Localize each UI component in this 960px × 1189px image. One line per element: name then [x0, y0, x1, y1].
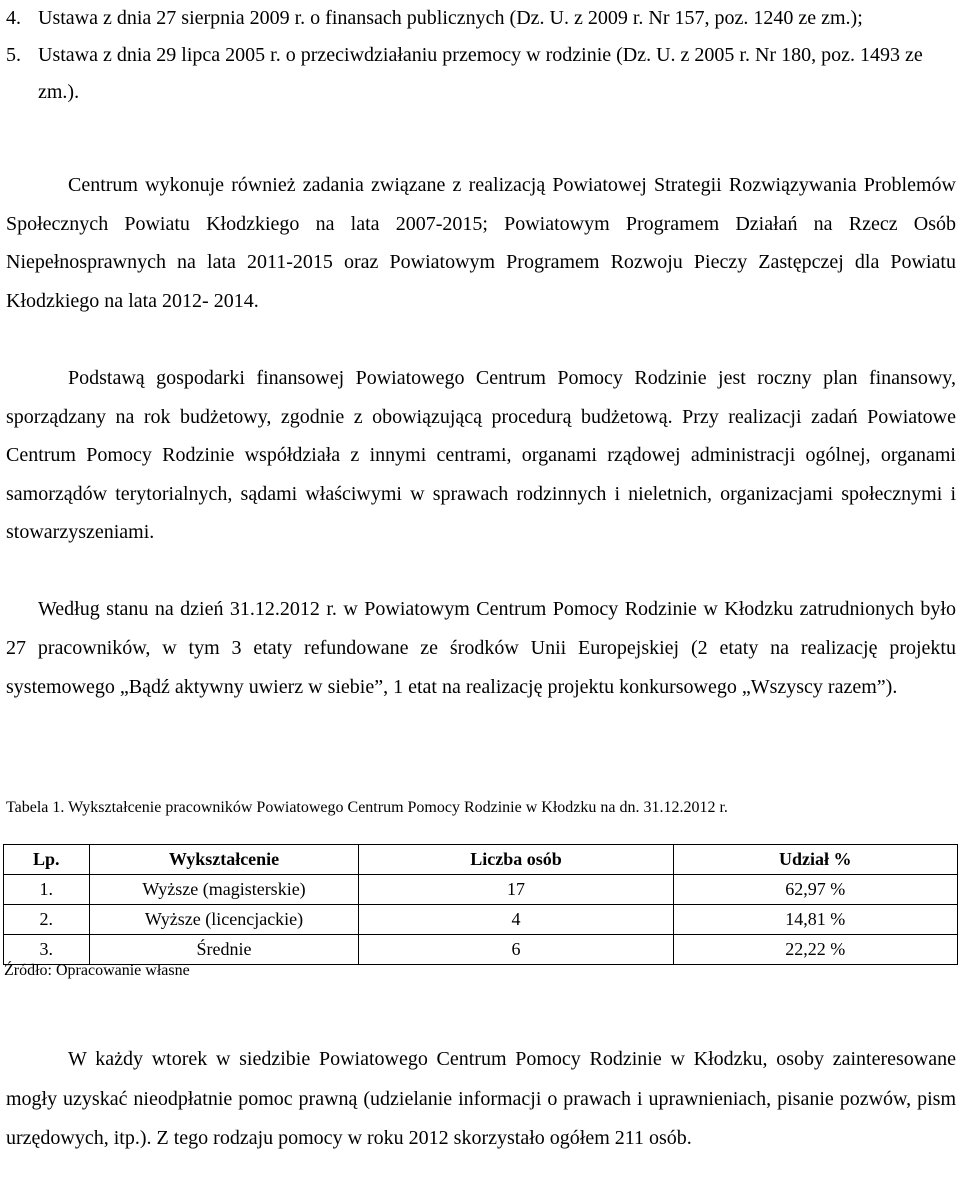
paragraph-financial-basis: Podstawą gospodarki finansowej Powiatowego Centrum Pomocy Rodzinie jest roczny plan finansowy, sporządzany na rok budżetowy, zgodnie z obowiązującą procedurą budżetową. Przy realizacji zadań Powiatowe Centrum Pomocy Rodzinie współdziała z innymi centrami, organami rządowej administracji ogólnej, organami samorządów terytorialnych, sądami właściwymi w sprawach rodzinnych i nieletnich, organizacjami społecznymi i stowarzyszeniami.	[6, 367, 956, 543]
cell-share: 14,81 %	[673, 905, 957, 935]
cell-lp: 1.	[4, 875, 90, 905]
cell-lp: 2.	[4, 905, 90, 935]
table-row	[4, 875, 958, 905]
list-item	[6, 0, 956, 37]
cell-lp: 3.	[4, 935, 90, 965]
cell-education: Wyższe (licencjackie)	[89, 905, 359, 935]
table-header-row	[4, 845, 958, 875]
legal-acts-list	[6, 0, 956, 111]
list-item	[6, 37, 956, 111]
list-item-number: 4.	[6, 7, 21, 29]
list-item-text: Ustawa z dnia 29 lipca 2005 r. o przeciwdziałaniu przemocy w rodzinie (Dz. U. z 2005 r. Nr 180, poz. 1493 ze zm.).	[38, 44, 923, 103]
cell-count: 4	[359, 905, 673, 935]
header-education: Wykształcenie	[89, 845, 359, 875]
table-caption: Tabela 1. Wykształcenie pracowników Powiatowego Centrum Pomocy Rodzinie w Kłodzku na dn. 31.12.2012 r.	[6, 799, 728, 816]
list-item-number: 5.	[6, 44, 21, 66]
header-lp: Lp.	[4, 845, 90, 875]
cell-education: Wyższe (magisterskie)	[89, 875, 359, 905]
header-share: Udział %	[673, 845, 957, 875]
cell-count: 6	[359, 935, 673, 965]
paragraph-legal-aid: W każdy wtorek w siedzibie Powiatowego Centrum Pomocy Rodzinie w Kłodzku, osoby zainteresowane mogły uzyskać nieodpłatnie pomoc prawną (udzielanie informacji o prawach i uprawnieniach, pisanie pozwów, pism urzędowych, itp.). Z tego rodzaju pomocy w roku 2012 skorzystało ogółem 211 osób.	[6, 1048, 956, 1149]
cell-count: 17	[359, 875, 673, 905]
list-item-text: Ustawa z dnia 27 sierpnia 2009 r. o finansach publicznych (Dz. U. z 2009 r. Nr 157, poz. 1240 ze zm.);	[38, 7, 863, 29]
paragraph-employment: Według stanu na dzień 31.12.2012 r. w Powiatowym Centrum Pomocy Rodzinie w Kłodzku zatrudnionych było 27 pracowników, w tym 3 etaty refundowane ze środków Unii Europejskiej (2 etaty na realizację projektu systemowego „Bądź aktywny uwierz w siebie”, 1 etat na realizację projektu konkursowego „Wszyscy razem”).	[6, 598, 956, 698]
paragraph-strategies: Centrum wykonuje również zadania związane z realizacją Powiatowej Strategii Rozwiązywania Problemów Społecznych Powiatu Kłodzkiego na lata 2007-2015; Powiatowym Programem Działań na Rzecz Osób Niepełnosprawnych na lata 2011-2015 oraz Powiatowym Programem Rozwoju Pieczy Zastępczej dla Powiatu Kłodzkiego na lata 2012- 2014.	[6, 174, 956, 312]
cell-share: 22,22 %	[673, 935, 957, 965]
header-count: Liczba osób	[359, 845, 673, 875]
table-source: Źródło: Opracowanie własne	[4, 962, 190, 979]
education-table	[3, 844, 958, 965]
cell-education: Średnie	[89, 935, 359, 965]
table-row	[4, 905, 958, 935]
cell-share: 62,97 %	[673, 875, 957, 905]
